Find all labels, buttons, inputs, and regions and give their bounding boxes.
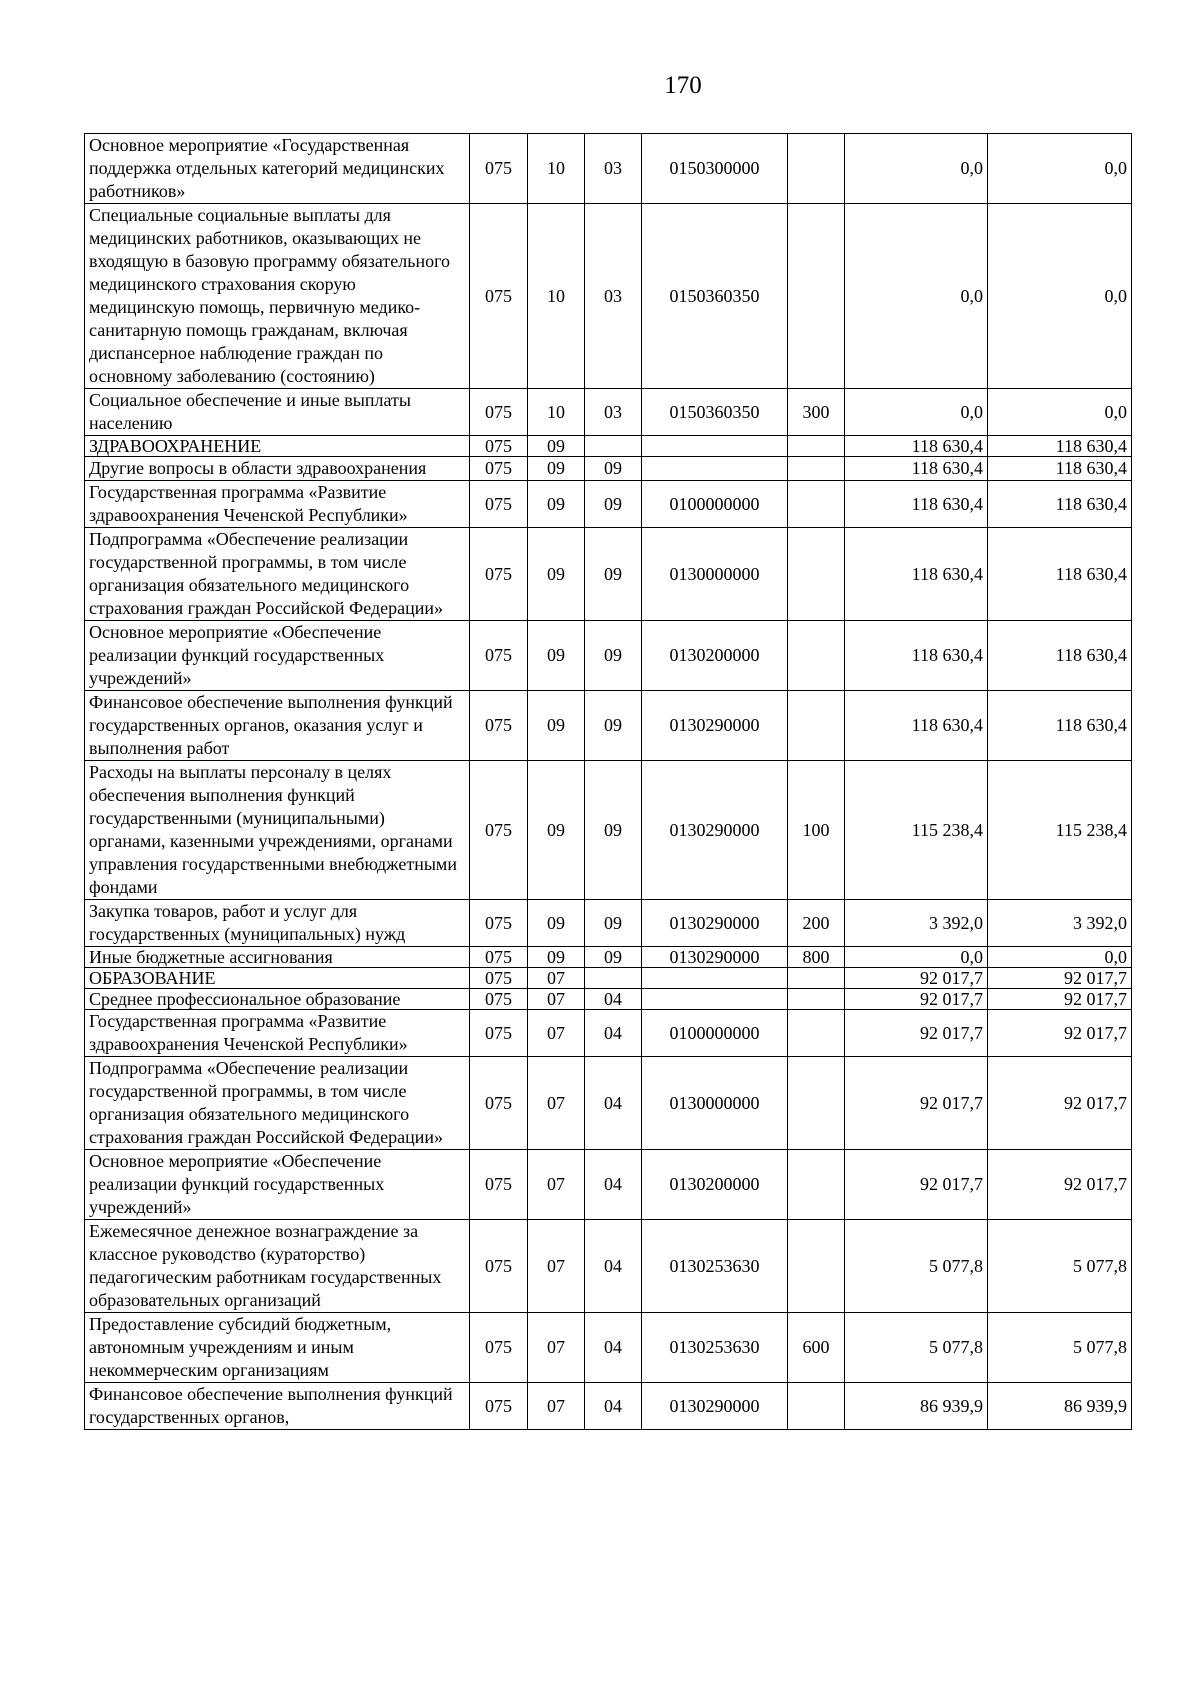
row-amount-year-1: 118 630,4 (845, 436, 988, 457)
row-name: Финансовое обеспечение выполнения функций государственных органов, (85, 1383, 470, 1430)
row-expense-type (788, 968, 845, 989)
table-row (85, 436, 1132, 457)
row-amount-year-1: 92 017,7 (845, 1150, 988, 1220)
row-ved-code: 075 (470, 968, 528, 989)
budget-table (84, 133, 1132, 1430)
row-amount-year-2: 0,0 (988, 947, 1132, 968)
row-name: ЗДРАВООХРАНЕНИЕ (85, 436, 470, 457)
row-name: Основное мероприятие «Государственная поддержка отдельных категорий медицинских работников» (85, 134, 470, 204)
row-amount-year-2: 86 939,9 (988, 1383, 1132, 1430)
row-subsection-code: 04 (585, 1010, 642, 1057)
row-name: Специальные социальные выплаты для медицинских работников, оказывающих не входящую в базовую программу обязательного медицинского страхования скорую медицинскую помощь, первичную медико-санитарную помощь гражданам, включая диспансерное наблюдение граждан по основному заболеванию (состоянию) (85, 204, 470, 389)
row-amount-year-2: 3 392,0 (988, 900, 1132, 947)
row-section-code: 07 (528, 1383, 585, 1430)
page-number: 170 (664, 72, 702, 99)
row-amount-year-1: 0,0 (845, 204, 988, 389)
row-target-article: 0130200000 (642, 1150, 788, 1220)
row-expense-type: 600 (788, 1313, 845, 1383)
row-ved-code: 075 (470, 621, 528, 691)
row-amount-year-1: 92 017,7 (845, 968, 988, 989)
row-section-code: 09 (528, 621, 585, 691)
row-expense-type (788, 621, 845, 691)
row-name: Государственная программа «Развитие здравоохранения Чеченской Республики» (85, 1010, 470, 1057)
row-ved-code: 075 (470, 691, 528, 761)
row-ved-code: 075 (470, 1010, 528, 1057)
row-name: Подпрограмма «Обеспечение реализации государственной программы, в том числе организация обязательного медицинского страхования граждан Российской Федерации» (85, 1057, 470, 1150)
row-section-code: 09 (528, 900, 585, 947)
row-subsection-code (585, 968, 642, 989)
row-section-code: 07 (528, 1220, 585, 1313)
table-row (85, 204, 1132, 389)
row-amount-year-2: 118 630,4 (988, 621, 1132, 691)
row-subsection-code: 09 (585, 947, 642, 968)
row-amount-year-1: 0,0 (845, 947, 988, 968)
row-amount-year-1: 118 630,4 (845, 481, 988, 528)
row-subsection-code: 04 (585, 1313, 642, 1383)
row-section-code: 09 (528, 528, 585, 621)
row-name: Предоставление субсидий бюджетным, автономным учреждениям и иным некоммерческим организациям (85, 1313, 470, 1383)
row-ved-code: 075 (470, 1150, 528, 1220)
row-subsection-code: 04 (585, 1150, 642, 1220)
row-target-article: 0150360350 (642, 389, 788, 436)
row-subsection-code (585, 436, 642, 457)
row-subsection-code: 03 (585, 389, 642, 436)
row-name: Ежемесячное денежное вознаграждение за классное руководство (кураторство) педагогическим работникам государственных образовательных организаций (85, 1220, 470, 1313)
row-target-article: 0130000000 (642, 528, 788, 621)
row-expense-type (788, 457, 845, 481)
row-expense-type (788, 134, 845, 204)
row-target-article: 0130290000 (642, 900, 788, 947)
row-ved-code: 075 (470, 1057, 528, 1150)
row-amount-year-1: 118 630,4 (845, 691, 988, 761)
row-target-article: 0130290000 (642, 1383, 788, 1430)
table-row (85, 968, 1132, 989)
row-target-article (642, 436, 788, 457)
row-subsection-code: 09 (585, 528, 642, 621)
table-row (85, 761, 1132, 900)
row-ved-code: 075 (470, 204, 528, 389)
row-name: Иные бюджетные ассигнования (85, 947, 470, 968)
row-subsection-code: 03 (585, 204, 642, 389)
row-amount-year-1: 118 630,4 (845, 457, 988, 481)
row-ved-code: 075 (470, 1383, 528, 1430)
row-target-article: 0100000000 (642, 1010, 788, 1057)
row-amount-year-2: 118 630,4 (988, 481, 1132, 528)
row-amount-year-1: 92 017,7 (845, 989, 988, 1010)
row-name: Социальное обеспечение и иные выплаты населению (85, 389, 470, 436)
row-name: Другие вопросы в области здравоохранения (85, 457, 470, 481)
row-expense-type (788, 989, 845, 1010)
row-name: Закупка товаров, работ и услуг для государственных (муниципальных) нужд (85, 900, 470, 947)
row-section-code: 09 (528, 436, 585, 457)
row-amount-year-1: 92 017,7 (845, 1010, 988, 1057)
row-section-code: 10 (528, 389, 585, 436)
row-ved-code: 075 (470, 989, 528, 1010)
row-amount-year-1: 0,0 (845, 134, 988, 204)
table-row (85, 900, 1132, 947)
row-target-article (642, 968, 788, 989)
row-amount-year-2: 0,0 (988, 204, 1132, 389)
row-ved-code: 075 (470, 389, 528, 436)
row-ved-code: 075 (470, 761, 528, 900)
table-row (85, 457, 1132, 481)
row-target-article: 0130290000 (642, 947, 788, 968)
row-amount-year-2: 92 017,7 (988, 1057, 1132, 1150)
row-section-code: 07 (528, 1010, 585, 1057)
table-row (85, 134, 1132, 204)
row-subsection-code: 09 (585, 481, 642, 528)
row-target-article: 0130290000 (642, 691, 788, 761)
row-section-code: 09 (528, 691, 585, 761)
row-amount-year-1: 115 238,4 (845, 761, 988, 900)
row-amount-year-2: 115 238,4 (988, 761, 1132, 900)
row-amount-year-2: 5 077,8 (988, 1313, 1132, 1383)
row-amount-year-1: 92 017,7 (845, 1057, 988, 1150)
row-expense-type: 800 (788, 947, 845, 968)
row-name: ОБРАЗОВАНИЕ (85, 968, 470, 989)
row-target-article: 0130253630 (642, 1313, 788, 1383)
row-subsection-code: 04 (585, 1383, 642, 1430)
row-target-article: 0150300000 (642, 134, 788, 204)
table-row (85, 947, 1132, 968)
row-section-code: 09 (528, 947, 585, 968)
row-subsection-code: 04 (585, 989, 642, 1010)
row-section-code: 10 (528, 204, 585, 389)
row-target-article: 0130290000 (642, 761, 788, 900)
row-name: Подпрограмма «Обеспечение реализации государственной программы, в том числе организация обязательного медицинского страхования граждан Российской Федерации» (85, 528, 470, 621)
row-expense-type (788, 436, 845, 457)
table-row (85, 1313, 1132, 1383)
row-subsection-code: 03 (585, 134, 642, 204)
table-row (85, 1383, 1132, 1430)
table-row (85, 989, 1132, 1010)
row-ved-code: 075 (470, 528, 528, 621)
row-ved-code: 075 (470, 1313, 528, 1383)
row-amount-year-2: 92 017,7 (988, 989, 1132, 1010)
row-name: Государственная программа «Развитие здравоохранения Чеченской Республики» (85, 481, 470, 528)
row-name: Основное мероприятие «Обеспечение реализации функций государственных учреждений» (85, 621, 470, 691)
row-expense-type: 300 (788, 389, 845, 436)
row-amount-year-2: 118 630,4 (988, 457, 1132, 481)
row-section-code: 07 (528, 989, 585, 1010)
row-amount-year-2: 92 017,7 (988, 1010, 1132, 1057)
row-expense-type (788, 1057, 845, 1150)
row-ved-code: 075 (470, 1220, 528, 1313)
row-section-code: 09 (528, 481, 585, 528)
row-section-code: 10 (528, 134, 585, 204)
table-row (85, 1220, 1132, 1313)
row-subsection-code: 09 (585, 900, 642, 947)
table-body (85, 134, 1132, 1430)
row-section-code: 07 (528, 1057, 585, 1150)
row-amount-year-1: 118 630,4 (845, 621, 988, 691)
row-subsection-code: 04 (585, 1057, 642, 1150)
row-subsection-code: 09 (585, 691, 642, 761)
table-row (85, 621, 1132, 691)
row-name: Среднее профессиональное образование (85, 989, 470, 1010)
row-target-article: 0150360350 (642, 204, 788, 389)
row-amount-year-1: 5 077,8 (845, 1313, 988, 1383)
row-section-code: 07 (528, 1313, 585, 1383)
row-expense-type (788, 481, 845, 528)
row-amount-year-2: 5 077,8 (988, 1220, 1132, 1313)
row-amount-year-2: 118 630,4 (988, 528, 1132, 621)
row-amount-year-2: 92 017,7 (988, 968, 1132, 989)
row-amount-year-2: 0,0 (988, 389, 1132, 436)
row-subsection-code: 09 (585, 457, 642, 481)
row-target-article: 0130000000 (642, 1057, 788, 1150)
row-section-code: 07 (528, 968, 585, 989)
row-target-article: 0130253630 (642, 1220, 788, 1313)
row-expense-type (788, 528, 845, 621)
table-row (85, 481, 1132, 528)
row-amount-year-1: 0,0 (845, 389, 988, 436)
row-section-code: 09 (528, 457, 585, 481)
row-ved-code: 075 (470, 134, 528, 204)
row-name: Основное мероприятие «Обеспечение реализации функций государственных учреждений» (85, 1150, 470, 1220)
row-expense-type (788, 691, 845, 761)
row-name: Финансовое обеспечение выполнения функций государственных органов, оказания услуг и выполнения работ (85, 691, 470, 761)
row-expense-type (788, 1220, 845, 1313)
row-ved-code: 075 (470, 436, 528, 457)
table-row (85, 1010, 1132, 1057)
table-row (85, 528, 1132, 621)
row-target-article (642, 457, 788, 481)
row-ved-code: 075 (470, 457, 528, 481)
row-name: Расходы на выплаты персоналу в целях обеспечения выполнения функций государственными (муниципальными) органами, казенными учреждениями, органами управления государственными внебюджетными фондами (85, 761, 470, 900)
row-amount-year-1: 3 392,0 (845, 900, 988, 947)
table-row (85, 1150, 1132, 1220)
row-expense-type: 100 (788, 761, 845, 900)
row-amount-year-2: 92 017,7 (988, 1150, 1132, 1220)
row-ved-code: 075 (470, 481, 528, 528)
row-amount-year-1: 86 939,9 (845, 1383, 988, 1430)
row-expense-type (788, 204, 845, 389)
row-expense-type (788, 1010, 845, 1057)
table-row (85, 691, 1132, 761)
row-expense-type (788, 1150, 845, 1220)
row-amount-year-1: 5 077,8 (845, 1220, 988, 1313)
row-amount-year-2: 118 630,4 (988, 691, 1132, 761)
row-amount-year-2: 118 630,4 (988, 436, 1132, 457)
row-expense-type: 200 (788, 900, 845, 947)
row-subsection-code: 09 (585, 761, 642, 900)
row-section-code: 07 (528, 1150, 585, 1220)
row-expense-type (788, 1383, 845, 1430)
row-subsection-code: 04 (585, 1220, 642, 1313)
row-target-article (642, 989, 788, 1010)
row-ved-code: 075 (470, 900, 528, 947)
row-amount-year-2: 0,0 (988, 134, 1132, 204)
table-row (85, 1057, 1132, 1150)
row-target-article: 0130200000 (642, 621, 788, 691)
table-row (85, 389, 1132, 436)
row-amount-year-1: 118 630,4 (845, 528, 988, 621)
row-section-code: 09 (528, 761, 585, 900)
row-subsection-code: 09 (585, 621, 642, 691)
row-target-article: 0100000000 (642, 481, 788, 528)
row-ved-code: 075 (470, 947, 528, 968)
